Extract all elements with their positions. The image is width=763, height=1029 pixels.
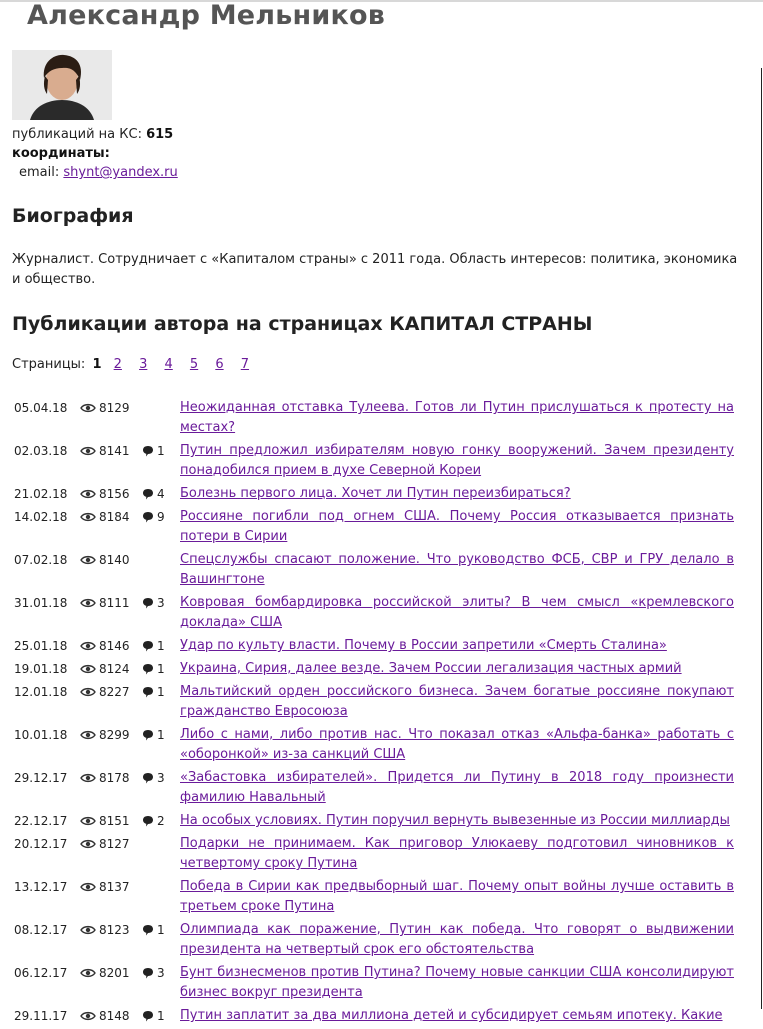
views-eye-icon <box>80 446 99 456</box>
publication-views <box>80 1006 142 1026</box>
publication-row <box>14 834 734 874</box>
publication-row <box>14 682 734 722</box>
comment-bubble-icon <box>142 967 157 979</box>
publication-title-link[interactable]: Бунт бизнесменов против Путина? Почему новые санкции США консолидируют бизнес вокруг президента <box>180 965 734 1000</box>
publication-title-link[interactable]: Болезнь первого лица. Хочет ли Путин переизбираться? <box>180 486 571 501</box>
publications-label: публикаций на КС: <box>12 127 142 142</box>
views-count: 8123 <box>99 923 130 937</box>
publication-title-link[interactable]: Путин заплатит за два миллиона детей и субсидирует семьям ипотеку. Какие <box>180 1008 723 1023</box>
publication-views <box>80 398 142 418</box>
publication-row <box>14 1006 734 1026</box>
views-count: 8127 <box>99 837 130 851</box>
comment-bubble-icon <box>142 1010 157 1022</box>
publication-date: 29.11.17 <box>14 1009 68 1023</box>
publication-views <box>80 636 142 656</box>
publication-date: 05.04.18 <box>14 401 68 415</box>
author-name: Александр Мельников <box>27 0 386 31</box>
comments-count: 1 <box>157 444 165 458</box>
publication-comments <box>142 920 180 940</box>
publication-date: 06.12.17 <box>14 966 68 980</box>
email-line <box>12 163 178 182</box>
views-eye-icon <box>80 403 99 413</box>
publication-views <box>80 811 142 831</box>
publication-row <box>14 550 734 590</box>
publication-views <box>80 682 142 702</box>
comment-bubble-icon <box>142 729 157 741</box>
publication-comments <box>142 768 180 788</box>
author-photo-image <box>12 50 112 120</box>
pagination-page-link[interactable]: 3 <box>139 357 148 372</box>
publication-comments <box>142 593 180 613</box>
publication-title-link[interactable]: На особых условиях. Путин поручил вернуть вывезенные из России миллиарды <box>180 813 730 828</box>
pagination-page-link[interactable]: 2 <box>113 357 122 372</box>
views-count: 8137 <box>99 880 130 894</box>
publication-title-link[interactable]: Неожиданная отставка Тулеева. Готов ли Путин прислушаться к протесту на местах? <box>180 400 734 435</box>
publication-views <box>80 725 142 745</box>
coordinates-line <box>12 144 178 163</box>
comments-count: 1 <box>157 1009 165 1023</box>
comment-bubble-icon <box>142 597 157 609</box>
views-count: 8184 <box>99 510 130 524</box>
right-border <box>761 68 762 1009</box>
publication-row <box>14 398 734 438</box>
comments-count: 1 <box>157 685 165 699</box>
views-count: 8151 <box>99 814 130 828</box>
views-eye-icon <box>80 555 99 565</box>
publication-row <box>14 768 734 808</box>
publication-title-link[interactable]: Победа в Сирии как предвыборный шаг. Почему опыт войны лучше оставить в третьем сроке Путина <box>180 879 734 914</box>
views-eye-icon <box>80 773 99 783</box>
comments-count: 1 <box>157 662 165 676</box>
comment-bubble-icon <box>142 772 157 784</box>
comment-bubble-icon <box>142 924 157 936</box>
publication-title-link[interactable]: Ковровая бомбардировка российской элиты? В чем смысл «кремлевского доклада» США <box>180 595 734 630</box>
publication-date: 13.12.17 <box>14 880 68 894</box>
publication-views <box>80 877 142 897</box>
publication-views <box>80 920 142 940</box>
publication-title-link[interactable]: Украина, Сирия, далее везде. Зачем России легализация частных армий <box>180 661 682 676</box>
comments-count: 1 <box>157 639 165 653</box>
views-eye-icon <box>80 512 99 522</box>
views-count: 8178 <box>99 771 130 785</box>
publication-views <box>80 484 142 504</box>
comment-bubble-icon <box>142 815 157 827</box>
publication-views <box>80 507 142 527</box>
biography-text: Журналист. Сотрудничает с «Капиталом страны» с 2011 года. Область интересов: политика, экономика и общество. <box>12 252 738 287</box>
publication-comments <box>142 484 180 504</box>
views-eye-icon <box>80 598 99 608</box>
publication-views <box>80 963 142 983</box>
comments-count: 9 <box>157 510 165 524</box>
views-eye-icon <box>80 968 99 978</box>
publication-views <box>80 768 142 788</box>
pagination-current-page: 1 <box>92 357 102 372</box>
publication-comments <box>142 636 180 656</box>
publications-count: 615 <box>146 127 174 142</box>
publication-title-link[interactable]: Либо с нами, либо против нас. Что показал отказ «Альфа-банка» работать с «оборонкой» из-за санкций США <box>180 727 734 762</box>
views-count: 8146 <box>99 639 130 653</box>
publications-count-line <box>12 125 178 144</box>
views-count: 8201 <box>99 966 130 980</box>
publication-title-link[interactable]: Удар по культу власти. Почему в России запретили «Смерть Сталина» <box>180 638 667 653</box>
comments-count: 1 <box>157 923 165 937</box>
publication-comments <box>142 1006 180 1026</box>
views-eye-icon <box>80 839 99 849</box>
publication-comments <box>142 963 180 983</box>
publication-views <box>80 593 142 613</box>
comment-bubble-icon <box>142 445 157 457</box>
publication-views <box>80 659 142 679</box>
publication-comments <box>142 811 180 831</box>
views-eye-icon <box>80 925 99 935</box>
publication-row <box>14 659 734 679</box>
email-link[interactable]: shynt@yandex.ru <box>63 165 178 180</box>
publication-row <box>14 593 734 633</box>
views-eye-icon <box>80 882 99 892</box>
views-eye-icon <box>80 664 99 674</box>
views-count: 8141 <box>99 444 130 458</box>
comment-bubble-icon <box>142 511 157 523</box>
publications-heading: Публикации автора на страницах КАПИТАЛ СТРАНЫ <box>12 313 593 335</box>
publication-date: 29.12.17 <box>14 771 68 785</box>
views-count: 8156 <box>99 487 130 501</box>
biography-heading: Биография <box>12 205 134 227</box>
publication-date: 22.12.17 <box>14 814 68 828</box>
views-eye-icon <box>80 730 99 740</box>
publication-row <box>14 725 734 765</box>
comments-count: 3 <box>157 771 165 785</box>
publication-comments-empty <box>142 834 180 854</box>
views-eye-icon <box>80 687 99 697</box>
comments-count: 3 <box>157 966 165 980</box>
publication-date: 14.02.18 <box>14 510 68 524</box>
publication-views <box>80 441 142 461</box>
publication-comments <box>142 441 180 461</box>
publication-comments <box>142 682 180 702</box>
views-count: 8140 <box>99 553 130 567</box>
publication-comments <box>142 507 180 527</box>
pagination-page-link[interactable]: 6 <box>215 357 224 372</box>
publication-row <box>14 811 734 831</box>
views-eye-icon <box>80 641 99 651</box>
views-eye-icon <box>80 816 99 826</box>
publication-comments-empty <box>142 877 180 897</box>
views-count: 8111 <box>99 596 130 610</box>
publication-date: 07.02.18 <box>14 553 68 567</box>
publication-title-link[interactable]: Спецслужбы спасают положение. Что руководство ФСБ, СВР и ГРУ делало в Вашингтоне <box>180 552 734 587</box>
views-count: 8148 <box>99 1009 130 1023</box>
publication-row <box>14 441 734 481</box>
publication-date: 31.01.18 <box>14 596 68 610</box>
publication-row <box>14 877 734 917</box>
publication-date: 20.12.17 <box>14 837 68 851</box>
publication-views <box>80 834 142 854</box>
pagination-page-link[interactable]: 5 <box>189 357 199 372</box>
publication-date: 10.01.18 <box>14 728 68 742</box>
views-eye-icon <box>80 489 99 499</box>
author-info <box>12 125 178 182</box>
views-count: 8129 <box>99 401 130 415</box>
publication-row <box>14 963 734 1003</box>
publication-comments <box>142 659 180 679</box>
publication-date: 12.01.18 <box>14 685 68 699</box>
publication-comments <box>142 725 180 745</box>
publication-title-link[interactable]: Мальтийский орден российского бизнеса. Зачем богатые россияне покупают гражданство Евросоюза <box>180 684 734 719</box>
comments-count: 4 <box>157 487 165 501</box>
publication-title-link[interactable]: Россияне погибли под огнем США. Почему Россия отказывается признать потери в Сирии <box>180 509 734 544</box>
comment-bubble-icon <box>142 663 157 675</box>
publication-date: 25.01.18 <box>14 639 68 653</box>
comments-count: 2 <box>157 814 165 828</box>
publication-date: 19.01.18 <box>14 662 68 676</box>
publication-title-link[interactable]: Путин предложил избирателям новую гонку вооружений. Зачем президенту понадобился прием в духе Северной Кореи <box>180 443 734 478</box>
pagination-label: Страницы: <box>12 357 86 372</box>
views-count: 8124 <box>99 662 130 676</box>
author-photo <box>12 50 112 120</box>
publication-comments-empty <box>142 398 180 418</box>
publication-comments-empty <box>142 550 180 570</box>
publication-views <box>80 550 142 570</box>
pagination <box>12 357 262 372</box>
publication-date: 08.12.17 <box>14 923 68 937</box>
publication-title-link[interactable]: Олимпиада как поражение, Путин как победа. Что говорят о выдвижении президента на четвертый срок его обстоятельства <box>180 922 734 957</box>
views-count: 8227 <box>99 685 130 699</box>
views-count: 8299 <box>99 728 130 742</box>
views-eye-icon <box>80 1011 99 1021</box>
publications-list <box>14 398 734 1029</box>
publication-date: 02.03.18 <box>14 444 68 458</box>
publication-row <box>14 920 734 960</box>
publication-title-link[interactable]: Подарки не принимаем. Как приговор Улюкаеву подготовил чиновников к четвертому сроку Путина <box>180 836 734 871</box>
publication-row <box>14 484 734 504</box>
pagination-page-link[interactable]: 4 <box>164 357 173 372</box>
email-label: email: <box>19 165 60 180</box>
comments-count: 1 <box>157 728 165 742</box>
comments-count: 3 <box>157 596 165 610</box>
publication-date: 21.02.18 <box>14 487 68 501</box>
comment-bubble-icon <box>142 488 157 500</box>
publication-row <box>14 636 734 656</box>
publication-title-link[interactable]: «Забастовка избирателей». Придется ли Путину в 2018 году произнести фамилию Навальный <box>180 770 734 805</box>
comment-bubble-icon <box>142 686 157 698</box>
publication-row <box>14 507 734 547</box>
pagination-page-link[interactable]: 7 <box>240 357 250 372</box>
coordinates-label: координаты: <box>12 146 110 161</box>
comment-bubble-icon <box>142 640 157 652</box>
